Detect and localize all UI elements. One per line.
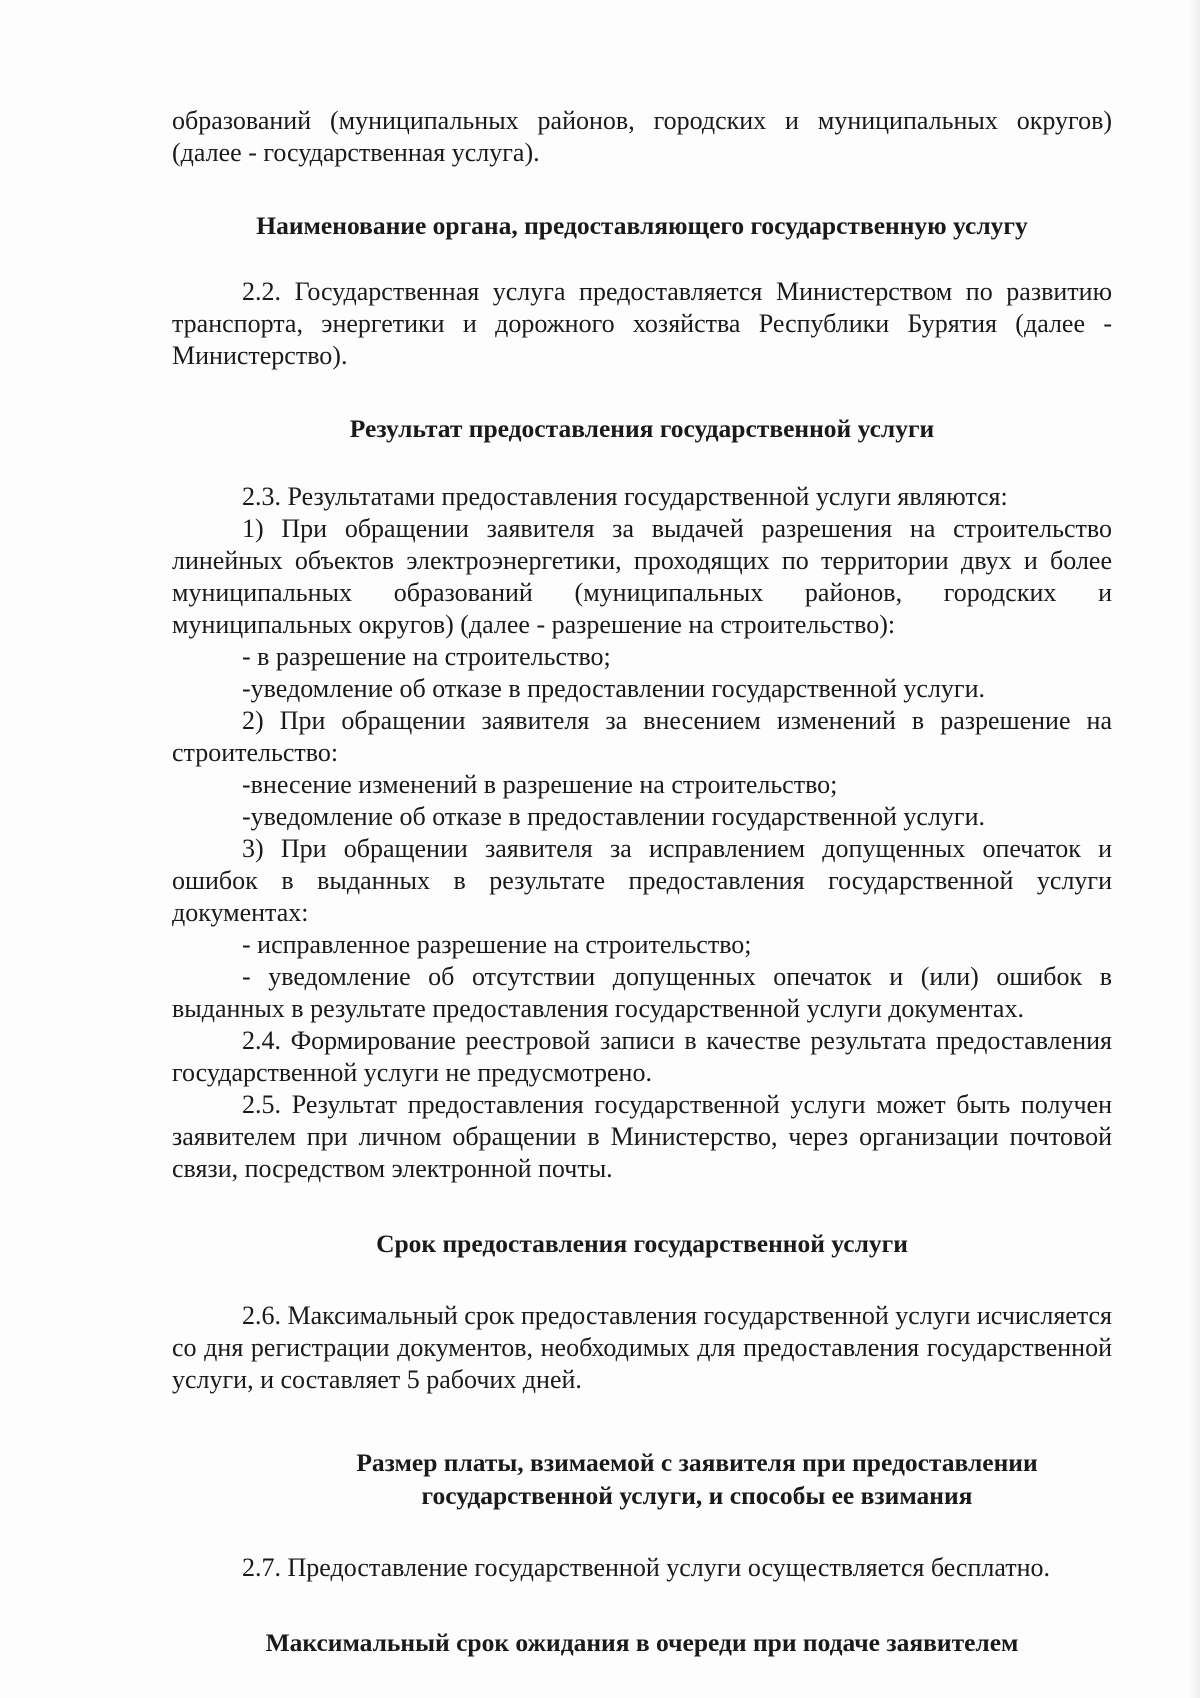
document-body xyxy=(172,105,1112,1659)
list-item-2-a: -внесение изменений в разрешение на строительство; xyxy=(242,770,838,799)
section-heading-fee: Размер платы, взимаемой с заявителя при предоставлении государственной услуги, и способы ее взимания xyxy=(356,1448,1038,1510)
paragraph-2-5: 2.5. Результат предоставления государственной услуги может быть получен заявителем при личном обращении в Министерство, через организации почтовой связи, посредством электронной почты. xyxy=(172,1090,1112,1183)
list-item-3-a: - исправленное разрешение на строительство; xyxy=(242,930,752,959)
list-item-3-b: - уведомление об отсутствии допущенных опечаток и (или) ошибок в выданных в результате предоставления государственной услуги документах. xyxy=(172,962,1112,1023)
list-item-3: 3) При обращении заявителя за исправлением допущенных опечаток и ошибок в выданных в результате предоставления государственной услуги документах: xyxy=(172,834,1112,927)
paragraph-2-6: 2.6. Максимальный срок предоставления государственной услуги исчисляется со дня регистрации документов, необходимых для предоставления государственной услуги, и составляет 5 рабочих дней. xyxy=(172,1301,1112,1394)
section-heading-queue: Максимальный срок ожидания в очереди при подаче заявителем xyxy=(265,1628,1019,1657)
list-item-2-b: -уведомление об отказе в предоставлении государственной услуги. xyxy=(242,802,985,831)
intro-paragraph: образований (муниципальных районов, городских и муниципальных округов) (далее - государственная услуга). xyxy=(172,106,1112,167)
section-heading-authority: Наименование органа, предоставляющего государственную услугу xyxy=(256,211,1028,240)
list-item-1-b: -уведомление об отказе в предоставлении государственной услуги. xyxy=(242,674,985,703)
list-item-1-a: - в разрешение на строительство; xyxy=(242,642,611,671)
list-item-2: 2) При обращении заявителя за внесением изменений в разрешение на строительство: xyxy=(172,706,1112,767)
page-edge-shadow xyxy=(1188,0,1200,1698)
paragraph-2-2: 2.2. Государственная услуга предоставляется Министерством по развитию транспорта, энергетики и дорожного хозяйства Республики Бурятия (далее - Министерство). xyxy=(172,277,1112,370)
paragraph-2-7: 2.7. Предоставление государственной услуги осуществляется бесплатно. xyxy=(242,1553,1051,1582)
section-heading-result: Результат предоставления государственной услуги xyxy=(349,414,935,443)
list-item-1: 1) При обращении заявителя за выдачей разрешения на строительство линейных объектов электроэнергетики, проходящих по территории двух и более муниципальных образований (муниципальных районов, городских и муниципальных округов) (далее - разрешение на строительство): xyxy=(172,514,1112,639)
section-heading-term: Срок предоставления государственной услуги xyxy=(376,1229,908,1258)
paragraph-2-4: 2.4. Формирование реестровой записи в качестве результата предоставления государственной услуги не предусмотрено. xyxy=(172,1026,1112,1087)
paragraph-2-3: 2.3. Результатами предоставления государственной услуги являются: xyxy=(242,482,1008,511)
